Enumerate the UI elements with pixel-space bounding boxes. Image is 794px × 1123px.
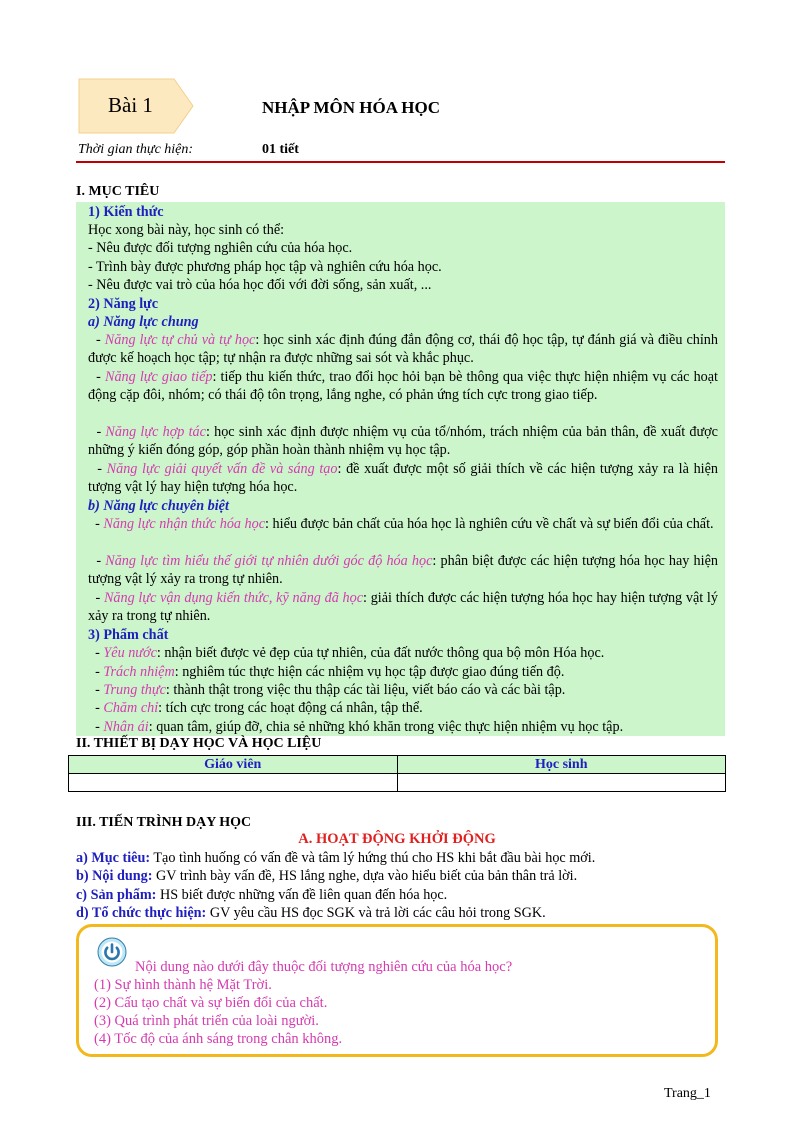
header-divider	[76, 161, 725, 163]
specific-competency-heading: b) Năng lực chuyên biệt	[88, 498, 229, 514]
specific-competency-item: - Năng lực tìm hiểu thế giới tự nhiên dưới góc độ hóa học: phân biệt được các hiện tượng hóa học hay hiện tượng vật lý xảy ra trong tự nhiên.	[88, 553, 718, 588]
competency-desc: : giải thích được các hiện tượng hóa học hay hiện tượng vật lý xảy ra trong tự nhiên.	[88, 590, 718, 625]
row-label: b) Nội dung:	[76, 868, 153, 884]
column-header-student: Học sinh	[397, 756, 726, 774]
knowledge-line: - Nêu được đối tượng nghiên cứu của hóa học.	[88, 240, 353, 256]
competency-desc: : hiểu được bản chất của hóa học là nghiên cứu về chất và sự biến đổi của chất.	[265, 516, 714, 532]
student-cell	[397, 774, 726, 792]
competency-term: Năng lực tìm hiểu thế giới tự nhiên dưới góc độ hóa học	[105, 553, 433, 569]
competency-heading: 2) Năng lực	[88, 296, 158, 312]
quality-term: Chăm chỉ	[103, 700, 159, 716]
competency-term: Năng lực nhận thức hóa học	[103, 516, 266, 532]
question-prompt: Nội dung nào dưới đây thuộc đối tượng nghiên cứu của hóa học?	[135, 959, 513, 975]
quality-term: Yêu nước	[103, 645, 157, 661]
competency-term: Năng lực hợp tác	[105, 424, 206, 440]
power-icon	[97, 937, 127, 967]
general-competency-item: - Năng lực giao tiếp: tiếp thu kiến thức, trao đổi học hỏi bạn bè thông qua việc thực hiện nhiệm vụ các hoạt động cặp đôi, nhóm; có thái độ tôn trọng, lắng nghe, có phản ứng tích cực trong giao tiếp.	[88, 369, 718, 404]
competency-term: Năng lực giao tiếp	[105, 369, 213, 385]
lesson-badge	[78, 78, 194, 134]
time-label: Thời gian thực hiện:	[78, 142, 194, 157]
row-label: c) Sản phẩm:	[76, 887, 157, 903]
general-competency-item: - Năng lực hợp tác: học sinh xác định được nhiệm vụ của tổ/nhóm, trách nhiệm của bản thân, đề xuất được những ý kiến đóng góp, góp phần hoàn thành nhiệm vụ học tập.	[88, 424, 718, 459]
quality-desc: : nhận biết được vẻ đẹp của tự nhiên, của đất nước thông qua bộ môn Hóa học.	[156, 645, 605, 661]
activity-row	[76, 886, 447, 905]
knowledge-line: Học xong bài này, học sinh có thể:	[88, 222, 285, 238]
general-competency-item: - Năng lực giải quyết vấn đề và sáng tạo: đề xuất được một số giải thích về các hiện tượng xảy ra là hiện tượng vật lý hay hiện tượng hóa học.	[88, 461, 718, 496]
knowledge-line: - Nêu được vai trò của hóa học đối với đời sống, sản xuất, ...	[88, 277, 432, 293]
question-option: (3) Quá trình phát triển của loài người.	[94, 1013, 319, 1029]
quality-term: Nhân ái	[103, 719, 149, 735]
quality-item: - Chăm chỉ: tích cực trong các hoạt động cá nhân, tập thể.	[88, 700, 423, 716]
quality-item: - Nhân ái: quan tâm, giúp đỡ, chia sẻ những khó khăn trong việc thực hiện nhiệm vụ học tập.	[88, 719, 624, 735]
row-text: HS biết được những vấn đề liên quan đến hóa học.	[156, 887, 448, 903]
section-objectives-heading: I. MỤC TIÊU	[76, 184, 160, 199]
row-label: a) Mục tiêu:	[76, 850, 151, 866]
row-label: d) Tổ chức thực hiện:	[76, 905, 207, 921]
section-equipment-heading: II. THIẾT BỊ DẠY HỌC VÀ HỌC LIỆU	[76, 736, 322, 751]
quality-desc: : quan tâm, giúp đỡ, chia sẻ những khó khăn trong việc thực hiện nhiệm vụ học tập.	[148, 719, 624, 735]
page-number: Trang_1	[664, 1086, 711, 1101]
activity-row	[76, 849, 595, 868]
qualities-heading: 3) Phẩm chất	[88, 627, 169, 643]
quality-item: - Yêu nước: nhận biết được vẻ đẹp của tự nhiên, của đất nước thông qua bộ môn Hóa học.	[88, 645, 605, 661]
general-competency-heading: a) Năng lực chung	[88, 314, 199, 330]
competency-desc: : học sinh xác định đúng đắn động cơ, thái độ học tập, tự đánh giá và điều chỉnh được kế hoạch học tập; tự nhận ra được những sai sót và khắc phục.	[88, 332, 718, 367]
competency-desc: : học sinh xác định được nhiệm vụ của tổ/nhóm, trách nhiệm của bản thân, đề xuất được những ý kiến đóng góp, góp phần hoàn thành nhiệm vụ học tập.	[88, 424, 718, 459]
quality-desc: : nghiêm túc thực hiện các nhiệm vụ học tập được giao đúng tiến độ.	[174, 664, 565, 680]
knowledge-heading: 1) Kiến thức	[88, 204, 164, 220]
activity-row	[76, 867, 577, 886]
activity-row	[76, 904, 546, 923]
quality-term: Trung thực	[103, 682, 166, 698]
activity-title: A. HOẠT ĐỘNG KHỞI ĐỘNG	[298, 831, 496, 847]
lesson-number: Bài 1	[108, 93, 153, 117]
column-header-teacher: Giáo viên	[69, 756, 398, 774]
quality-desc: : thành thật trong việc thu thập các tài liệu, viết báo cáo và các bài tập.	[165, 682, 566, 698]
competency-term: Năng lực vận dụng kiến thức, kỹ năng đã học	[103, 590, 364, 606]
question-option: (4) Tốc độ của ánh sáng trong chân không.	[94, 1031, 343, 1047]
question-box	[76, 924, 718, 1057]
section-process-heading: III. TIẾN TRÌNH DẠY HỌC	[76, 815, 252, 830]
row-text: GV trình bày vấn đề, HS lắng nghe, dựa vào hiểu biết của bản thân trả lời.	[152, 868, 578, 884]
question-option: (2) Cấu tạo chất và sự biến đổi của chất.	[94, 995, 328, 1011]
teacher-cell	[69, 774, 398, 792]
quality-term: Trách nhiệm	[103, 664, 175, 680]
competency-desc: : phân biệt được các hiện tượng hóa học hay hiện tượng vật lý xảy ra trong tự nhiên.	[88, 553, 718, 588]
knowledge-line: - Trình bày được phương pháp học tập và nghiên cứu hóa học.	[88, 259, 442, 275]
quality-item: - Trách nhiệm: nghiêm túc thực hiện các nhiệm vụ học tập được giao đúng tiến độ.	[88, 664, 565, 680]
quality-desc: : tích cực trong các hoạt động cá nhân, tập thể.	[158, 700, 423, 716]
competency-desc: : đề xuất được một số giải thích về các hiện tượng xảy ra là hiện tượng vật lý hay hiện tượng hóa học.	[88, 461, 718, 496]
competency-term: Năng lực tự chủ và tự học	[104, 332, 256, 348]
quality-item: - Trung thực: thành thật trong việc thu thập các tài liệu, viết báo cáo và các bài tập.	[88, 682, 566, 698]
specific-competency-item: - Năng lực vận dụng kiến thức, kỹ năng đã học: giải thích được các hiện tượng hóa học hay hiện tượng vật lý xảy ra trong tự nhiên.	[88, 590, 718, 625]
row-text: Tạo tình huống có vấn đề và tâm lý hứng thú cho HS khi bắt đầu bài học mới.	[150, 850, 596, 866]
competency-term: Năng lực giải quyết vấn đề và sáng tạo	[106, 461, 338, 477]
question-option: (1) Sự hình thành hệ Mặt Trời.	[94, 977, 272, 993]
general-competency-item: - Năng lực tự chủ và tự học: học sinh xác định đúng đắn động cơ, thái độ học tập, tự đánh giá và điều chỉnh được kế hoạch học tập; tự nhận ra được những sai sót và khắc phục.	[88, 332, 718, 367]
competency-desc: : tiếp thu kiến thức, trao đổi học hỏi bạn bè thông qua việc thực hiện nhiệm vụ các hoạt động cặp đôi, nhóm; có thái độ tôn trọng, lắng nghe, có phản ứng tích cực trong giao tiếp.	[88, 369, 718, 404]
time-value: 01 tiết	[262, 142, 299, 157]
equipment-table	[68, 755, 726, 792]
row-text: GV yêu cầu HS đọc SGK và trả lời các câu hỏi trong SGK.	[206, 905, 546, 921]
specific-competency-item: - Năng lực nhận thức hóa học: hiểu được bản chất của hóa học là nghiên cứu về chất và sự biến đổi của chất.	[88, 516, 714, 532]
lesson-title: NHẬP MÔN HÓA HỌC	[262, 98, 441, 117]
